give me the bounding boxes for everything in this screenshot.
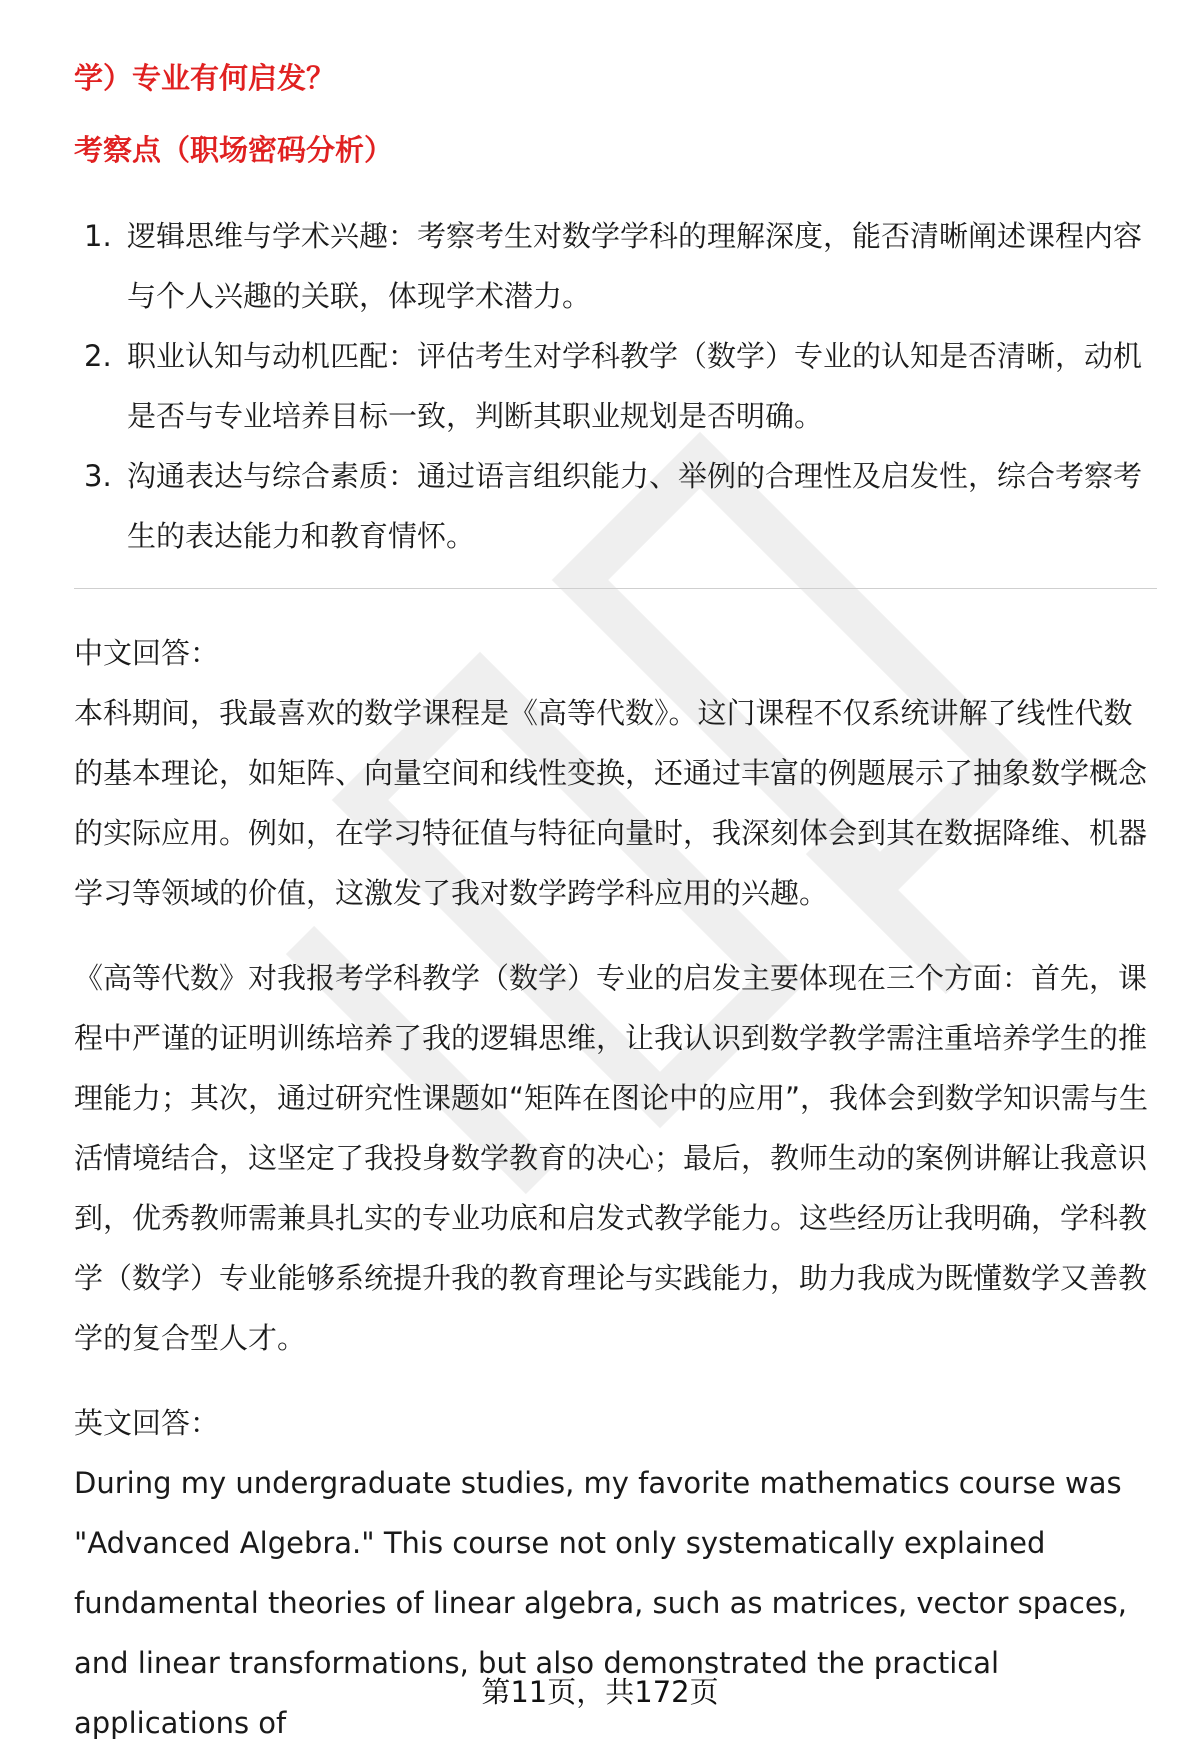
list-item-number: 2. xyxy=(84,339,112,373)
english-answer-heading: 英文回答： xyxy=(74,1406,220,1440)
list-item xyxy=(74,326,1144,446)
chinese-answer-paragraph-1: 本科期间，我最喜欢的数学课程是《高等代数》。这门课程不仅系统讲解了线性代数的基本理论，如矩阵、向量空间和线性变换，还通过丰富的例题展示了抽象数学概念的实际应用。例如，在学习特征值与特征向量时，我深刻体会到其在数据降维、机器学习等领域的价值，这激发了我对数学跨学科应用的兴趣。 xyxy=(74,696,1148,910)
list-item xyxy=(74,206,1144,326)
list-item xyxy=(74,446,1144,566)
question-tail: 学）专业有何启发？ xyxy=(74,61,336,95)
chinese-answer-paragraph-2: 《高等代数》对我报考学科教学（数学）专业的启发主要体现在三个方面：首先，课程中严谨的证明训练培养了我的逻辑思维，让我认识到数学教学需注重培养学生的推理能力；其次，通过研究性课题如“矩阵在图论中的应用”，我体会到数学知识需与生活情境结合，这坚定了我投身数学教育的决心；最后，教师生动的案例讲解让我意识到，优秀教师需兼具扎实的专业功底和启发式教学能力。这些经历让我明确，学科教学（数学）专业能够系统提升我的教育理论与实践能力，助力我成为既懂数学又善教学的复合型人才。 xyxy=(74,961,1149,1355)
list-item-number: 1. xyxy=(84,219,112,253)
section-divider xyxy=(74,588,1157,589)
focus-points-list xyxy=(74,206,1144,566)
list-item-text: 职业认知与动机匹配：评估考生对学科教学（数学）专业的认知是否清晰，动机是否与专业培养目标一致，判断其职业规划是否明确。 xyxy=(127,339,1143,433)
list-item-text: 沟通表达与综合素质：通过语言组织能力、举例的合理性及启发性，综合考察考生的表达能力和教育情怀。 xyxy=(127,459,1143,553)
page-number-footer: 第11页，共172页 xyxy=(481,1675,719,1709)
english-answer-paragraph-1: During my undergraduate studies, my favorite mathematics course was "Advanced Algebra." This course not only systematically explained fundamental theories of linear algebra, such as matrices, vector spaces, and linear transformations, but also demonstrated the practical applications of xyxy=(74,1466,1127,1740)
list-item-number: 3. xyxy=(84,459,112,493)
focus-title: 考察点（职场密码分析） xyxy=(74,133,394,167)
chinese-answer-heading: 中文回答： xyxy=(74,636,220,670)
list-item-text: 逻辑思维与学术兴趣：考察考生对数学学科的理解深度，能否清晰阐述课程内容与个人兴趣的关联，体现学术潜力。 xyxy=(127,219,1143,313)
